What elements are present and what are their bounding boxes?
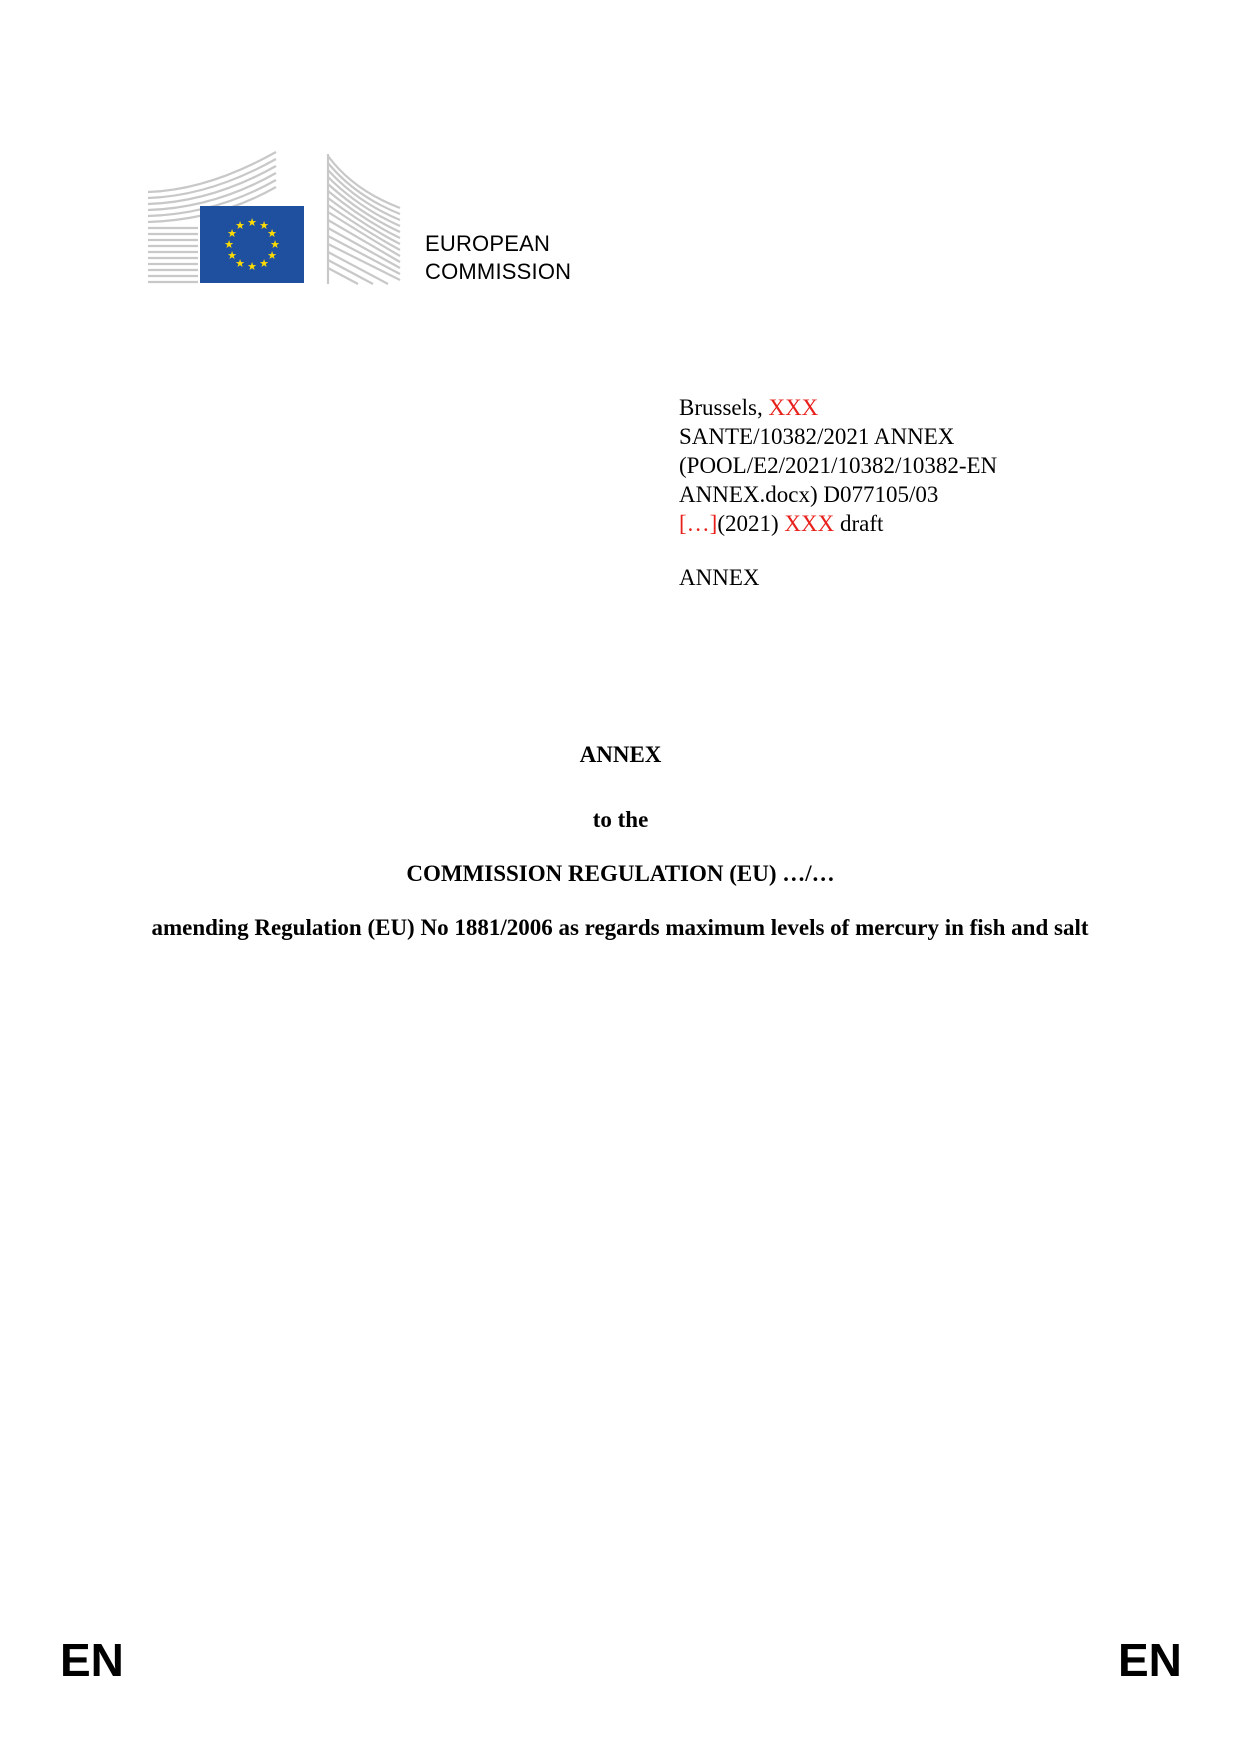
european-commission-logo-icon	[148, 150, 418, 285]
svg-text:★: ★	[235, 219, 245, 232]
title-annex: ANNEX	[579, 742, 662, 767]
title-regulation: COMMISSION REGULATION (EU) …/…	[406, 861, 835, 886]
reference-number-placeholder: XXX	[784, 511, 835, 536]
svg-text:★: ★	[227, 227, 237, 240]
organisation-name-line2: COMMISSION	[425, 259, 572, 284]
svg-text:★: ★	[247, 260, 257, 273]
organisation-name	[425, 230, 571, 286]
place-date-line	[679, 393, 997, 422]
title-to-the: to the	[592, 807, 649, 832]
reference-suffix: draft	[834, 511, 884, 536]
city: Brussels,	[679, 395, 769, 420]
svg-text:★: ★	[224, 238, 234, 251]
reference-line-2: (POOL/E2/2021/10382/10382-EN	[679, 453, 998, 478]
svg-text:★: ★	[247, 216, 257, 229]
svg-text:★: ★	[270, 238, 280, 251]
svg-text:★: ★	[235, 257, 245, 270]
svg-text:★: ★	[267, 249, 277, 262]
reference-prefix-placeholder: […]	[679, 511, 718, 536]
reference-year: (2021)	[717, 511, 785, 536]
reference-line-4	[679, 509, 997, 538]
document-reference-block	[679, 393, 997, 592]
svg-text:★: ★	[227, 249, 237, 262]
svg-text:★: ★	[267, 227, 277, 240]
date-placeholder: XXX	[768, 395, 819, 420]
annex-label: ANNEX	[679, 565, 760, 590]
svg-text:★: ★	[259, 257, 269, 270]
reference-line-1: SANTE/10382/2021 ANNEX	[679, 424, 955, 449]
organisation-name-line1: EUROPEAN	[425, 231, 551, 256]
footer-language-right: EN	[1118, 1634, 1182, 1686]
reference-line-3: ANNEX.docx) D077105/03	[679, 482, 939, 507]
title-subject: amending Regulation (EU) No 1881/2006 as regards maximum levels of mercury in fish and salt	[151, 915, 1089, 940]
logo-building-right	[328, 154, 400, 284]
svg-text:★: ★	[259, 219, 269, 232]
footer-language-left: EN	[60, 1634, 124, 1686]
